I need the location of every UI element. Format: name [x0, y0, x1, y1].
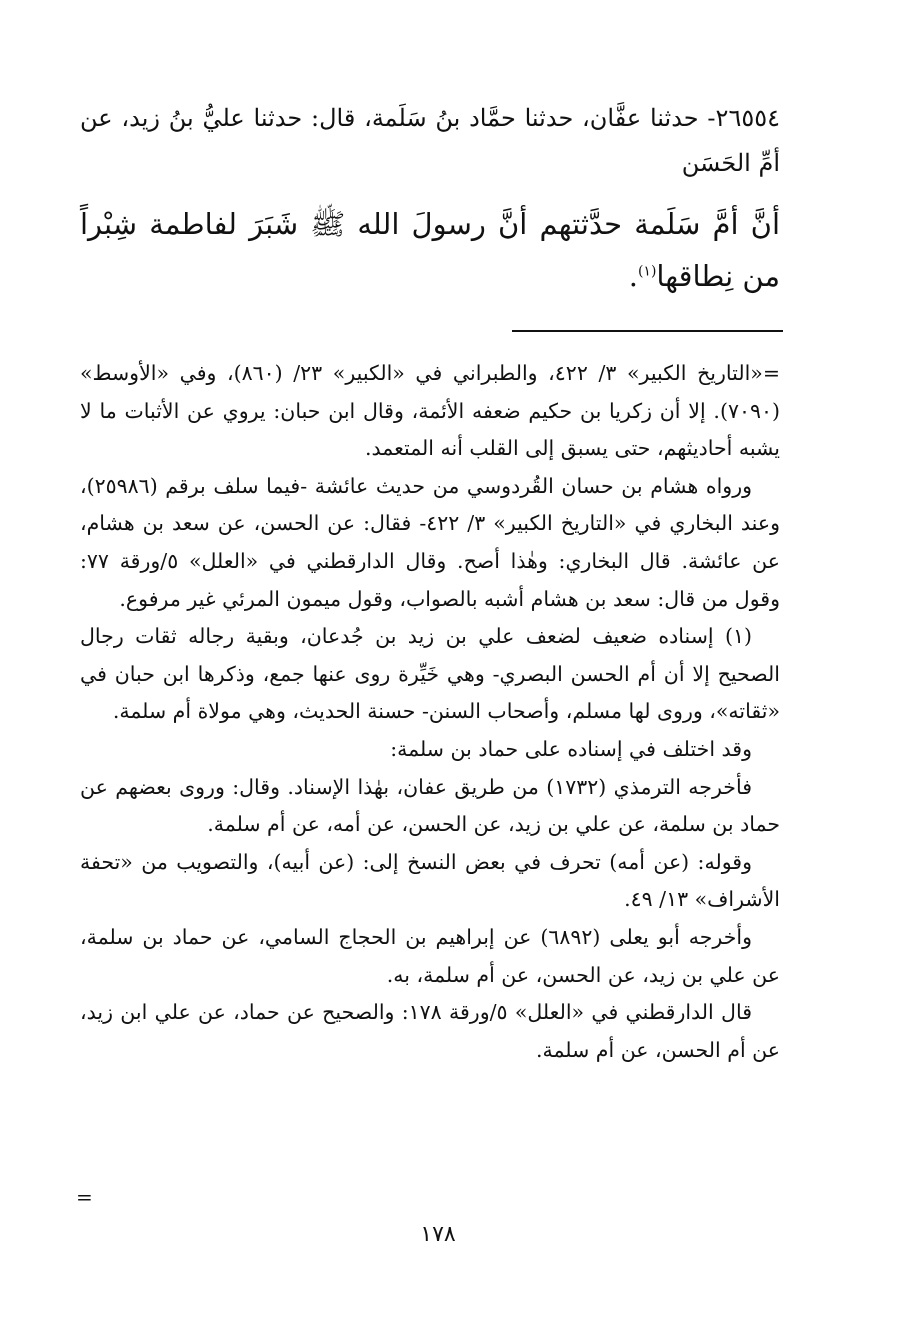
footnotes-section	[80, 355, 780, 1069]
footnote-paragraph: وقوله: (عن أمه) تحرف في بعض النسخ إلى: (عن أبيه)، والتصويب من «تحفة الأشراف» ١٣/ ٤٩.	[80, 849, 780, 912]
page-number: ١٧٨	[420, 1222, 456, 1247]
footnote-paragraph: =«التاريخ الكبير» ٣/ ٤٢٢، والطبراني في «الكبير» ٢٣/ (٨٦٠)، وفي «الأوسط» (٧٠٩٠). إلا أن زكريا بن حكيم ضعفه الأئمة، وقال ابن حبان: يروي عن الأثبات ما لا يشبه أحاديثهم، حتى يسبق إلى القلب أنه المتعمد.	[80, 361, 780, 461]
hadith-matn-text: أنَّ أمَّ سَلَمة حدَّثتهم أنَّ رسولَ الله ﷺ شَبَرَ لفاطمة شِبْراً من نِطاقها	[80, 207, 780, 293]
footnote-reference: (١)	[637, 263, 657, 280]
footnote-divider	[512, 330, 783, 332]
footnote-paragraph: فأخرجه الترمذي (١٧٣٢) من طريق عفان، بهٰذا الإسناد. وقال: وروى بعضهم عن حماد بن سلمة، عن علي بن زيد، عن الحسن، عن أمه، عن أم سلمة.	[80, 774, 780, 837]
hadith-matn-end: .	[628, 259, 638, 293]
footnote-paragraph: قال الدارقطني في «العلل» ٥/ورقة ١٧٨: والصحيح عن حماد، عن علي ابن زيد، عن أم الحسن، عن أم سلمة.	[80, 1000, 780, 1062]
footnote-paragraph: وأخرجه أبو يعلى (٦٨٩٢) عن إبراهيم بن الحجاج السامي، عن حماد بن سلمة، عن علي بن زيد، عن الحسن، عن أم سلمة، به.	[80, 924, 780, 987]
hadith-isnad: ٢٦٥٥٤- حدثنا عفَّان، حدثنا حمَّاد بنُ سَلَمة، قال: حدثنا عليُّ بنُ زيد، عن أمِّ الحَسَن	[80, 104, 780, 177]
hadith-matn	[80, 198, 780, 302]
footnote-paragraph: (١) إسناده ضعيف لضعف علي بن زيد بن جُدعان، وبقية رجاله ثقات رجال الصحيح إلا أن أم الحسن البصري- وهي خَيِّرة روى عنها جمع، وذكرها ابن حبان في «ثقاته»، وروى لها مسلم، وأصحاب السنن- حسنة الحديث، وهي مولاة أم سلمة.	[80, 624, 780, 724]
footnote-paragraph: ورواه هشام بن حسان القُردوسي من حديث عائشة -فيما سلف برقم (٢٥٩٨٦)، وعند البخاري في «التاريخ الكبير» ٣/ ٤٢٢- فقال: عن الحسن، عن سعد بن هشام، عن عائشة. قال البخاري: وهٰذا أصح. وقال الدارقطني في «العلل» ٥/ورقة ٧٧: وقول من قال: سعد بن هشام أشبه بالصواب، وقول ميمون المرئي غير مرفوع.	[80, 473, 780, 611]
footnote-paragraph: وقد اختلف في إسناده على حماد بن سلمة:	[390, 736, 752, 761]
footnote-continuation-mark: =	[76, 1185, 93, 1209]
